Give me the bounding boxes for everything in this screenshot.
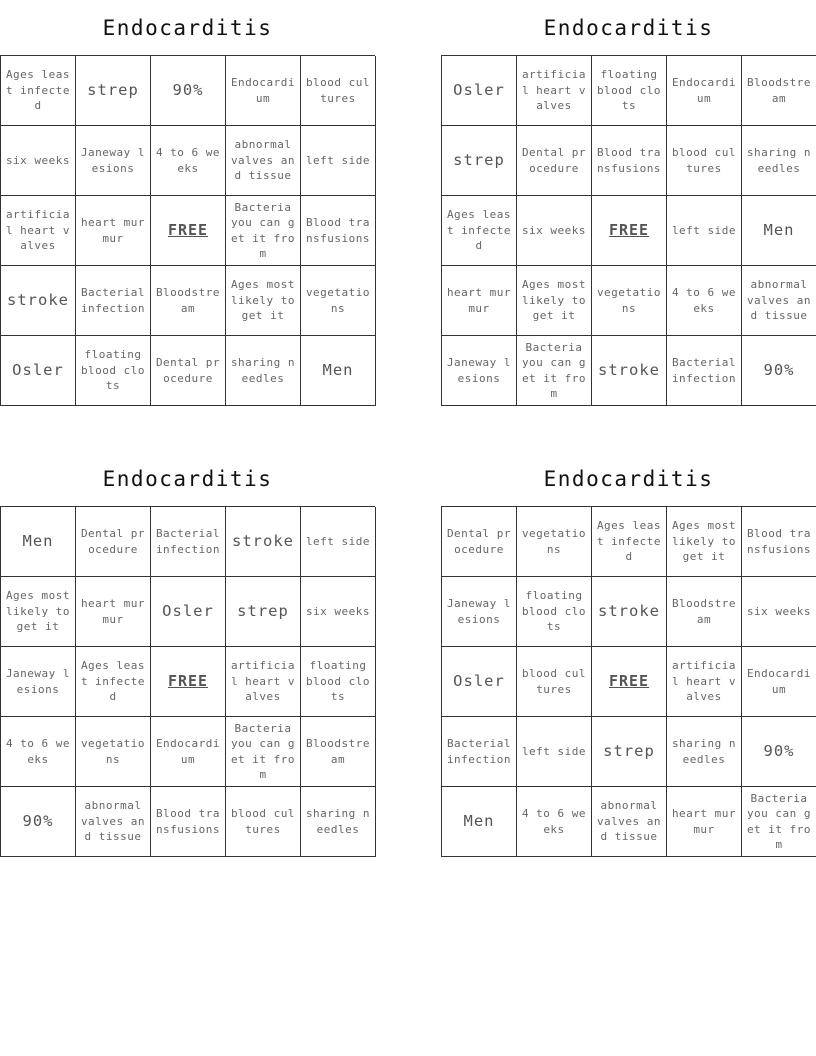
bingo-cell: Ages most likely to get it — [1, 577, 76, 647]
bingo-cell: floating blood clots — [517, 577, 592, 647]
bingo-cell: Ages most likely to get it — [667, 507, 742, 577]
bingo-cell: Endocardium — [151, 717, 226, 787]
bingo-cell: abnormal valves and tissue — [742, 266, 816, 336]
bingo-cell: vegetations — [301, 266, 376, 336]
bingo-cell: Osler — [1, 336, 76, 406]
bingo-cell: vegetations — [517, 507, 592, 577]
bingo-cell: Ages least infected — [442, 196, 517, 266]
bingo-cell: 90% — [151, 56, 226, 126]
bingo-cell: blood cultures — [667, 126, 742, 196]
bingo-cell: Ages least infected — [1, 56, 76, 126]
bingo-cell: 4 to 6 weeks — [1, 717, 76, 787]
bingo-cell: Bloodstream — [667, 577, 742, 647]
bingo-cell: stroke — [592, 336, 667, 406]
free-cell: FREE — [151, 196, 226, 266]
bingo-cell: 4 to 6 weeks — [151, 126, 226, 196]
bingo-cell: strep — [442, 126, 517, 196]
bingo-cell: Bacteria you can get it from — [742, 787, 816, 857]
bingo-cell: Men — [442, 787, 517, 857]
bingo-cell: stroke — [1, 266, 76, 336]
bingo-cell: blood cultures — [301, 56, 376, 126]
bingo-cell: Men — [742, 196, 816, 266]
bingo-grid — [0, 55, 375, 406]
bingo-cell: Ages most likely to get it — [226, 266, 301, 336]
bingo-cell: 90% — [742, 717, 816, 787]
free-cell: FREE — [151, 647, 226, 717]
bingo-grid — [441, 55, 816, 406]
bingo-cell: Endocardium — [226, 56, 301, 126]
bingo-cell: heart murmur — [76, 196, 151, 266]
bingo-cell: six weeks — [1, 126, 76, 196]
bingo-cell: six weeks — [517, 196, 592, 266]
bingo-cell: Ages most likely to get it — [517, 266, 592, 336]
bingo-cell: Men — [301, 336, 376, 406]
bingo-cell: Ages least infected — [76, 647, 151, 717]
bingo-card-1 — [0, 0, 375, 406]
bingo-cell: vegetations — [592, 266, 667, 336]
bingo-cell: abnormal valves and tissue — [592, 787, 667, 857]
bingo-card-2 — [441, 0, 816, 406]
card-title: Endocarditis — [102, 15, 273, 40]
bingo-cell: Osler — [442, 647, 517, 717]
bingo-cell: floating blood clots — [301, 647, 376, 717]
bingo-cell: Janeway lesions — [442, 577, 517, 647]
bingo-cell: Bacterial infection — [151, 507, 226, 577]
bingo-cell: blood cultures — [517, 647, 592, 717]
bingo-cell: artificial heart valves — [226, 647, 301, 717]
bingo-cell: Bloodstream — [151, 266, 226, 336]
bingo-cell: stroke — [592, 577, 667, 647]
bingo-cell: Bacterial infection — [76, 266, 151, 336]
bingo-cell: vegetations — [76, 717, 151, 787]
bingo-cell: artificial heart valves — [517, 56, 592, 126]
bingo-cell: Blood transfusions — [151, 787, 226, 857]
bingo-cell: Bacteria you can get it from — [226, 196, 301, 266]
bingo-cell: Dental procedure — [442, 507, 517, 577]
bingo-cell: strep — [226, 577, 301, 647]
bingo-cell: abnormal valves and tissue — [76, 787, 151, 857]
bingo-cell: six weeks — [301, 577, 376, 647]
bingo-cell: abnormal valves and tissue — [226, 126, 301, 196]
bingo-cell: sharing needles — [226, 336, 301, 406]
bingo-grid — [0, 506, 375, 857]
bingo-cell: left side — [301, 507, 376, 577]
bingo-cell: blood cultures — [226, 787, 301, 857]
card-title: Endocarditis — [543, 15, 714, 40]
bingo-cell: Ages least infected — [592, 507, 667, 577]
bingo-cell: Blood transfusions — [742, 507, 816, 577]
bingo-cell: artificial heart valves — [667, 647, 742, 717]
bingo-cell: Endocardium — [742, 647, 816, 717]
bingo-cell: 90% — [1, 787, 76, 857]
bingo-cell: Dental procedure — [151, 336, 226, 406]
bingo-cell: sharing needles — [301, 787, 376, 857]
card-title: Endocarditis — [102, 466, 273, 491]
bingo-cell: Dental procedure — [517, 126, 592, 196]
bingo-cell: Osler — [442, 56, 517, 126]
bingo-grid — [441, 506, 816, 857]
bingo-cell: 4 to 6 weeks — [517, 787, 592, 857]
bingo-cell: Bloodstream — [742, 56, 816, 126]
bingo-cell: Blood transfusions — [301, 196, 376, 266]
bingo-cell: heart murmur — [76, 577, 151, 647]
bingo-cell: 4 to 6 weeks — [667, 266, 742, 336]
bingo-cell: sharing needles — [742, 126, 816, 196]
bingo-cell: left side — [667, 196, 742, 266]
bingo-card-4 — [441, 451, 816, 857]
bingo-cell: Men — [1, 507, 76, 577]
bingo-cell: Bacterial infection — [442, 717, 517, 787]
bingo-cell: strep — [76, 56, 151, 126]
bingo-cell: heart murmur — [667, 787, 742, 857]
bingo-cell: floating blood clots — [592, 56, 667, 126]
bingo-cell: Blood transfusions — [592, 126, 667, 196]
free-cell: FREE — [592, 647, 667, 717]
bingo-cell: Janeway lesions — [442, 336, 517, 406]
bingo-cell: Bacterial infection — [667, 336, 742, 406]
bingo-cell: Bacteria you can get it from — [517, 336, 592, 406]
bingo-cell: Dental procedure — [76, 507, 151, 577]
bingo-cell: Bacteria you can get it from — [226, 717, 301, 787]
bingo-cell: sharing needles — [667, 717, 742, 787]
bingo-cell: 90% — [742, 336, 816, 406]
bingo-cell: Endocardium — [667, 56, 742, 126]
bingo-cell: Bloodstream — [301, 717, 376, 787]
bingo-cell: left side — [301, 126, 376, 196]
bingo-cell: Janeway lesions — [1, 647, 76, 717]
bingo-cell: left side — [517, 717, 592, 787]
bingo-cell: six weeks — [742, 577, 816, 647]
bingo-cell: floating blood clots — [76, 336, 151, 406]
bingo-cell: Osler — [151, 577, 226, 647]
card-title: Endocarditis — [543, 466, 714, 491]
free-cell: FREE — [592, 196, 667, 266]
bingo-cell: Janeway lesions — [76, 126, 151, 196]
bingo-cell: artificial heart valves — [1, 196, 76, 266]
bingo-cell: heart murmur — [442, 266, 517, 336]
bingo-cell: stroke — [226, 507, 301, 577]
bingo-cell: strep — [592, 717, 667, 787]
bingo-card-3 — [0, 451, 375, 857]
